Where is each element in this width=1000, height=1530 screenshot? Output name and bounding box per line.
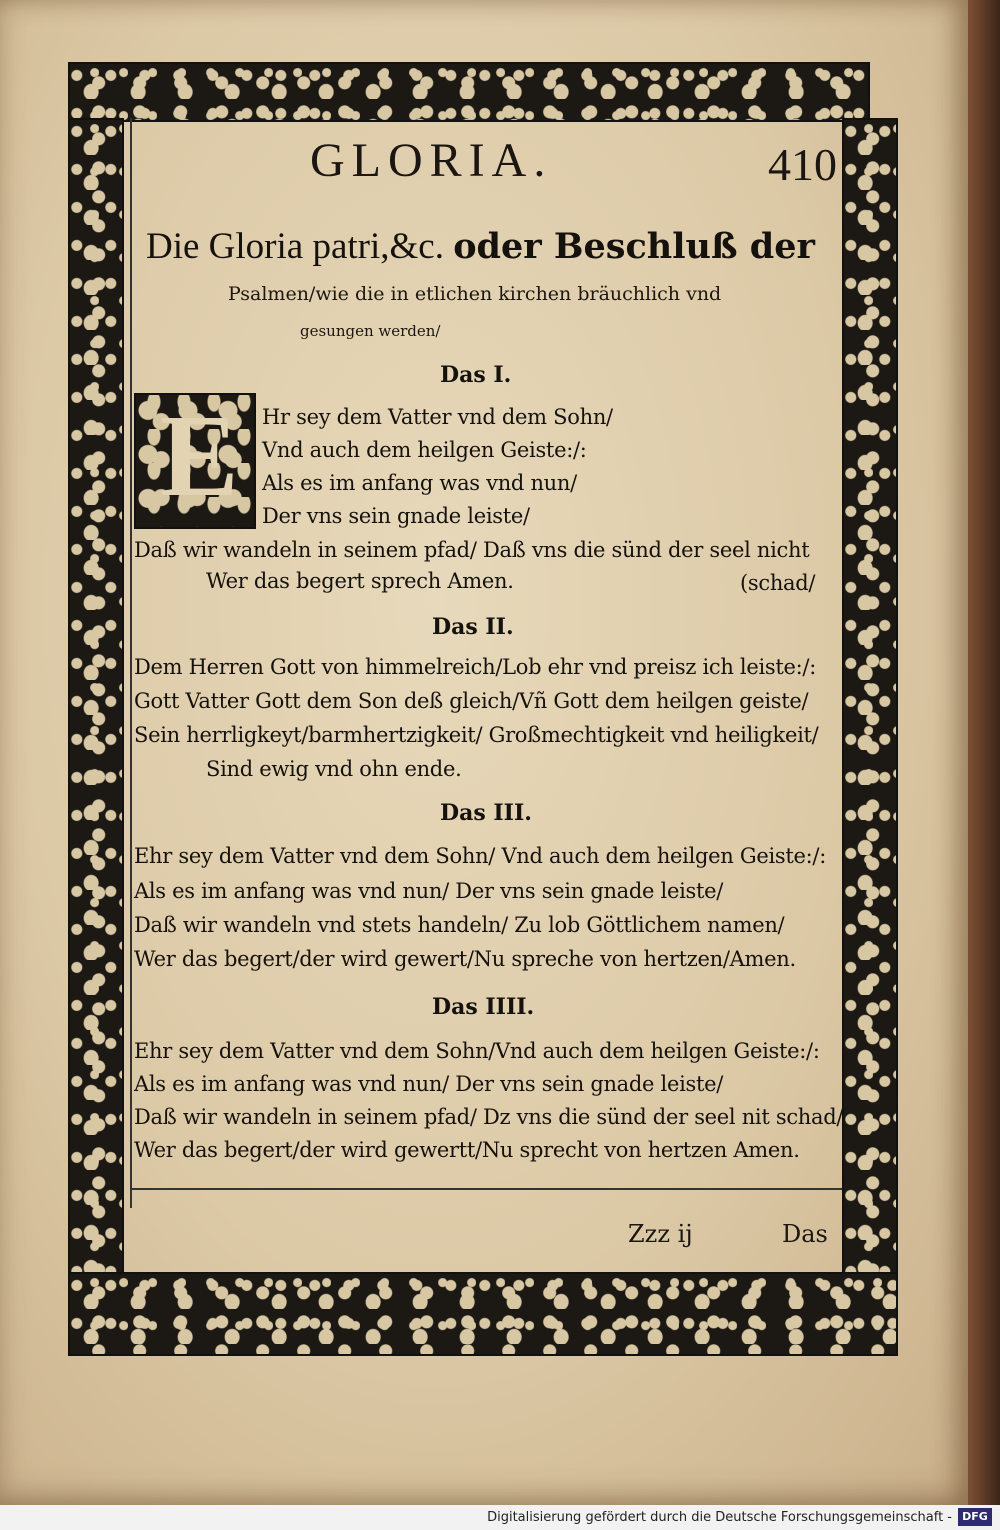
section-label-4: Das IIII. (432, 994, 535, 1020)
verse-line: Wer das begert/der wird gewertt/Nu sprecht von hertzen Amen. (134, 1138, 800, 1162)
catchword: Das (782, 1220, 828, 1248)
woodcut-border-right (842, 118, 898, 1282)
verse-line: Wer das begert/der wird gewert/Nu spreche von hertzen/Amen. (134, 947, 796, 971)
verse-line: Ehr sey dem Vatter vnd dem Sohn/Vnd auch dem heilgen Geiste:/: (134, 1039, 820, 1063)
verse-line: Vnd auch dem heilgen Geiste:/: (262, 438, 587, 462)
dfg-logo: DFG (958, 1508, 992, 1526)
woodcut-border-bottom (68, 1272, 898, 1356)
heading-prefix: Die Gloria patri,&c. (146, 226, 444, 267)
verse-line: Hr sey dem Vatter vnd dem Sohn/ (262, 405, 613, 429)
heading-line-2: Psalmen/wie die in etlichen kirchen bräuchlich vnd (228, 283, 722, 305)
drop-cap-initial (134, 390, 256, 529)
verse-line: Als es im anfang was vnd nun/ Der vns sein gnade leiste/ (134, 879, 724, 903)
section-label-3: Das III. (440, 800, 532, 826)
section-label-2: Das II. (432, 614, 514, 640)
folio-number: 410 (768, 139, 837, 190)
verse-line: Daß wir wandeln vnd stets handeln/ Zu lob Göttlichem namen/ (134, 913, 785, 937)
woodcut-border-top (68, 62, 870, 122)
attribution-bar (0, 1505, 1000, 1530)
running-title: GLORIA. (310, 134, 553, 187)
verse-line: Ehr sey dem Vatter vnd dem Sohn/ Vnd auch dem heilgen Geiste:/: (134, 844, 826, 868)
verse-line: Daß wir wandeln in seinem pfad/ Daß vns die sünd der seel nicht (134, 538, 810, 562)
verse-line: Dem Herren Gott von himmelreich/Lob ehr vnd preisz ich leiste:/: (134, 655, 816, 679)
inner-rule-horizontal (130, 1188, 842, 1190)
verse-line: Wer das begert sprech Amen. (206, 569, 514, 593)
heading-line-3: gesungen werden/ (300, 322, 441, 340)
woodcut-border-left (68, 118, 124, 1282)
verse-line: Sein herrligkeyt/barmhertzigkeit/ Großmechtigkeit vnd heiligkeit/ (134, 723, 819, 747)
drop-cap-letter: E (160, 390, 239, 521)
section-label-1: Das I. (440, 362, 512, 388)
verse-line: Als es im anfang was vnd nun/ (262, 471, 577, 495)
verse-line: Als es im anfang was vnd nun/ Der vns sein gnade leiste/ (134, 1072, 724, 1096)
verse-line: Der vns sein gnade leiste/ (262, 504, 530, 528)
verse-line-turnover: (schad/ (740, 571, 816, 595)
verse-line: Sind ewig vnd ohn ende. (206, 757, 462, 781)
section-heading (146, 225, 846, 268)
verse-line: Daß wir wandeln in seinem pfad/ Dz vns die sünd der seel nit schad/ (134, 1105, 844, 1129)
verse-line: Gott Vatter Gott dem Son deß gleich/Vñ Gott dem heilgen geiste/ (134, 689, 809, 713)
attribution-text: Digitalisierung gefördert durch die Deutsche Forschungsgemeinschaft - (487, 1510, 952, 1525)
inner-rule-vertical (130, 118, 132, 1208)
signature-mark: Zzz ij (628, 1220, 693, 1248)
heading-bold: oder Beschluß der (453, 226, 815, 267)
